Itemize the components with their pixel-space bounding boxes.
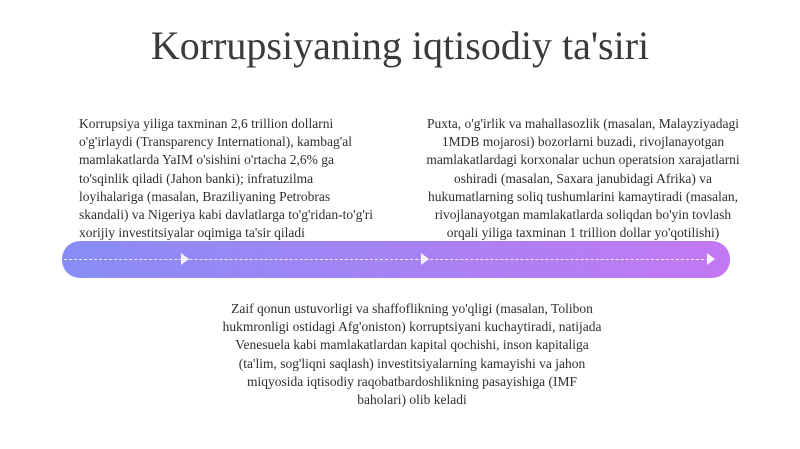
page-title: Korrupsiyaning iqtisodiy ta'siri — [150, 23, 650, 68]
arrow-right-icon — [421, 253, 429, 265]
arrow-right-icon — [181, 253, 189, 265]
text-block-bottom: Zaif qonun ustuvorligi va shaffoflikning yo'qligi (masalan, Tolibon hukmronligi ostidagi Afg'oniston) korruptsiyani kuchaytiradi, natijada Venesuela kabi mamlakatlardan kapital qochishi, inson kapitaliga (ta'lim, sog'liqni saqlash) investitsiyalarning kamayishi va jahon miqyosida iqtisodiy raqobatbardoshlikning pasayishiga (IMF baholari) olib keladi — [222, 301, 602, 408]
text-block-left: Korrupsiya yiliga taxminan 2,6 trillion dollarni o'g'irlaydi (Transparency International), kambag'al mamlakatlarda YaIM o'sishini o'rtacha 2,6% ga to'sqinlik qiladi (Jahon banki); infratuzilma loyihalariga (masalan, Braziliyaning Petrobras skandali) va Nigeriya kabi davlatlarga to'g'ridan-to'g'ri xorijiy investitsiyalar oqimiga ta'sir qiladi — [79, 116, 374, 241]
text-block-right: Puxta, o'g'irlik va mahallasozlik (masalan, Malayziyadagi 1MDB mojarosi) bozorlarni buzadi, rivojlanayotgan mamlakatlardagi korxonalar uchun operatsion xarajatlarni oshiradi (masalan, Saxara janubidagi Afrika) va hukumatlarning soliq tushumlarini kamaytiradi (masalan, rivojlanayotgan mamlakatlarda soliqdan bo'yin tovlash orqali yiliga taxminan 1 trillion dollar yo'qotilishi) — [426, 116, 740, 241]
arrow-right-icon — [707, 253, 715, 265]
timeline-dashed-line — [64, 259, 714, 260]
